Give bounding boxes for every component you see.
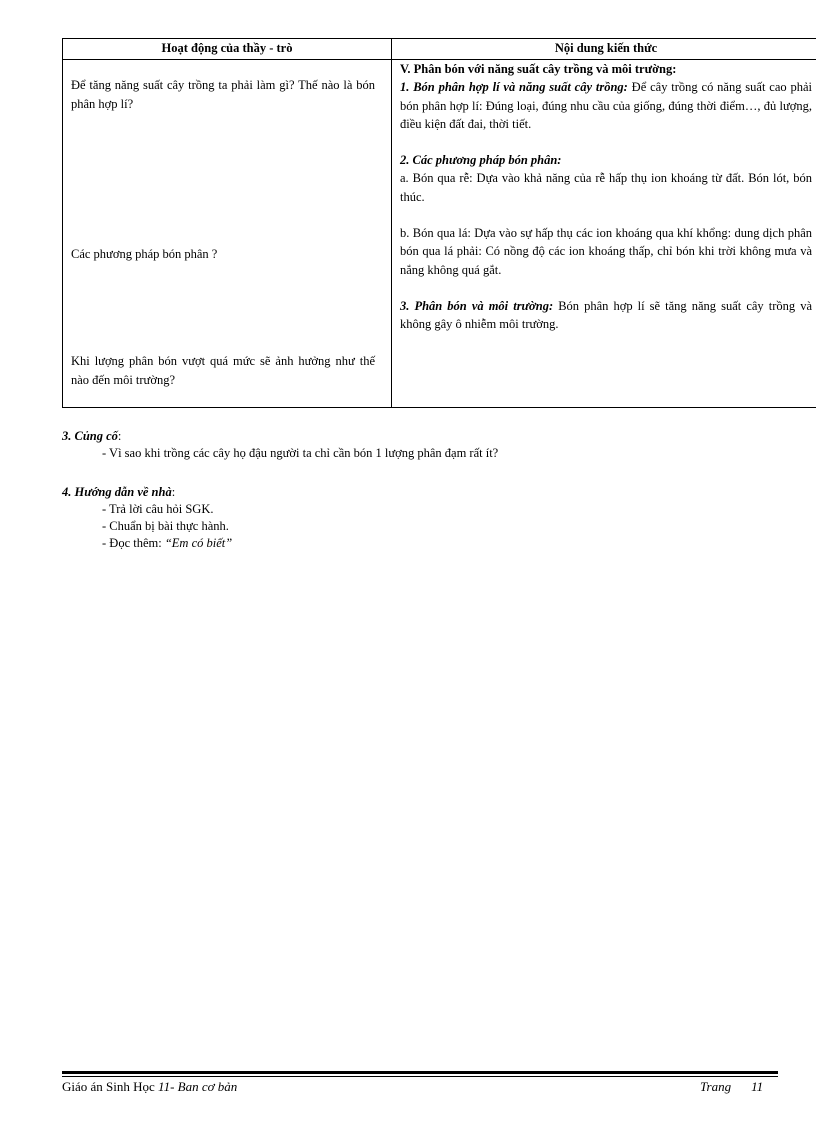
- read-title: “Em có biết”: [164, 536, 233, 550]
- p2b-text: b. Bón qua lá: Dựa vào sự hấp thụ các ion khoáng qua khí khổng: dung dịch phân bón qua lá phải: Có nồng độ các ion khoáng thấp, chỉ bón khi trời không mưa và nắng không quá gắt.: [400, 226, 812, 277]
- header-teacher-student: Hoạt động của thầy - trò: [63, 39, 392, 60]
- homework-colon: :: [171, 485, 176, 499]
- review-heading: 3. Củng cố: [62, 429, 118, 443]
- review-item: - Vì sao khi trồng các cây họ đậu người ta chỉ cần bón 1 lượng phân đạm rất ít?: [102, 446, 499, 460]
- p3-heading: 3. Phân bón và môi trường:: [400, 298, 554, 313]
- page-label: Trang: [700, 1079, 732, 1094]
- paragraph-1: [400, 78, 812, 133]
- p3-text: Bón phân hợp lí sẽ tăng năng suất cây trồng và không gây ô nhiễm môi trường.: [400, 298, 812, 332]
- review-colon: :: [117, 429, 122, 443]
- homework-item: - Chuẩn bị bài thực hành.: [102, 519, 229, 533]
- footer-edition: 11- Ban cơ bản: [158, 1079, 238, 1094]
- p1-heading: 1. Bón phân hợp lí và năng suất cây trồng:: [400, 80, 628, 95]
- homework-item: - Trả lời câu hỏi SGK.: [102, 502, 214, 516]
- header-content: Nội dung kiến thức: [392, 39, 816, 60]
- teacher-student-column: [63, 60, 392, 408]
- homework-read: [62, 535, 762, 552]
- lesson-table: [62, 38, 816, 408]
- footer-divider-thin: [62, 1076, 778, 1077]
- content-column: [392, 60, 816, 408]
- homework-heading: 4. Hướng dẫn về nhà: [62, 485, 172, 499]
- question-environment: Khi lượng phân bón vượt quá mức sẽ ảnh hưởng như thế nào đến môi trường?: [71, 354, 375, 387]
- question-methods: Các phương pháp bón phân ?: [71, 247, 218, 261]
- p2-heading: 2. Các phương pháp bón phân:: [400, 153, 562, 168]
- page-number: 11: [751, 1079, 764, 1094]
- footer-left: [62, 1079, 237, 1095]
- read-prefix: - Đọc thêm:: [102, 536, 165, 550]
- section-title: V. Phân bón với năng suất cây trồng và môi trường:: [400, 62, 677, 76]
- question-fertilizer: Để tăng năng suất cây trồng ta phải làm gì? Thế nào là bón phân hợp lí?: [71, 78, 375, 111]
- footer-book-title: Giáo án Sinh Học: [62, 1079, 159, 1094]
- p2a-text: a. Bón qua rễ: Dựa vào khả năng của rễ hấp thụ ion khoáng từ đất. Bón lót, bón thúc.: [400, 171, 812, 204]
- homework-section: [62, 484, 762, 552]
- footer-right: [700, 1079, 763, 1095]
- footer-divider: [62, 1071, 778, 1074]
- review-section: [62, 428, 762, 462]
- p1-text: Để cây trồng có năng suất cao phải bón phân hợp lí: Đúng loại, đúng nhu cầu của giống, đúng thời điểm…, đủ lượng, điều kiện đất đai, thời tiết.: [400, 80, 812, 131]
- paragraph-3: [400, 297, 812, 334]
